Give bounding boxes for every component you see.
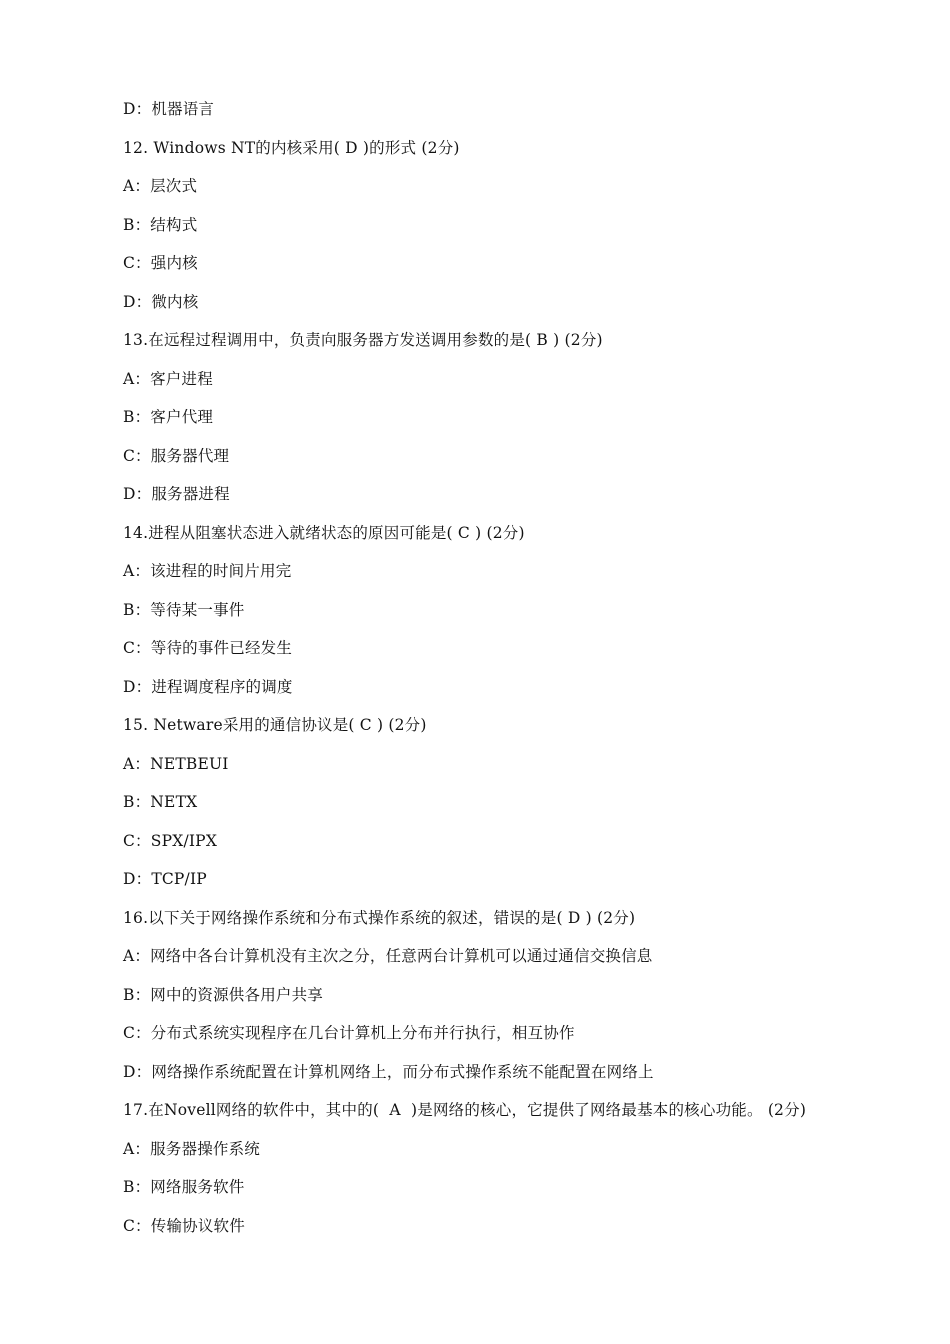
option-15-d: D：TCP/IP [123,870,207,888]
option-16-d: D：网络操作系统配置在计算机网络上，而分布式操作系统不能配置在网络上 [123,1062,654,1081]
option-15-c: C：SPX/IPX [123,831,218,850]
option-14-c: C：等待的事件已经发生 [123,639,293,657]
question-16: 16.以下关于网络操作系统和分布式操作系统的叙述，错误的是( D ) (2分) [123,908,636,927]
option-13-a: A：客户进程 [123,369,213,388]
option-16-a: A：网络中各台计算机没有主次之分，任意两台计算机可以通过通信交换信息 [123,947,653,965]
question-15: 15. Netware采用的通信协议是( C ) (2分) [123,716,427,734]
question-17: 17.在Novell网络的软件中，其中的( A )是网络的核心，它提供了网络最基本的核心功能。 (2分) [123,1101,807,1119]
document-page [123,96,923,1251]
option-17-c: C：传输协议软件 [123,1216,245,1235]
option-14-a: A：该进程的时间片用完 [123,562,292,580]
option-15-b: B：NETX [123,793,198,811]
option-14-d: D：进程调度程序的调度 [123,677,293,696]
option-16-c: C：分布式系统实现程序在几台计算机上分布并行执行，相互协作 [123,1024,575,1042]
option-16-b: B：网中的资源供各用户共享 [123,985,323,1004]
option-17-a: A：服务器操作系统 [123,1139,260,1158]
option-13-d: D：服务器进程 [123,485,230,503]
option-17-b: B：网络服务软件 [123,1178,245,1196]
option-15-a: A：NETBEUI [123,754,229,773]
question-12: 12. Windows NT的内核采用( D )的形式 (2分) [123,138,460,157]
option-12-b: B：结构式 [123,215,198,234]
option-12-a: A：层次式 [123,177,198,195]
question-14: 14.进程从阻塞状态进入就绪状态的原因可能是( C ) (2分) [123,523,525,542]
option-14-b: B：等待某一事件 [123,600,245,619]
option-13-c: C：服务器代理 [123,446,230,465]
option-13-b: B：客户代理 [123,408,214,426]
question-13: 13.在远程过程调用中，负责向服务器方发送调用参数的是( B ) (2分) [123,331,603,349]
option-12-c: C：强内核 [123,254,198,272]
option-12-d: D：微内核 [123,292,199,311]
option-11-d: D：机器语言 [123,100,215,118]
